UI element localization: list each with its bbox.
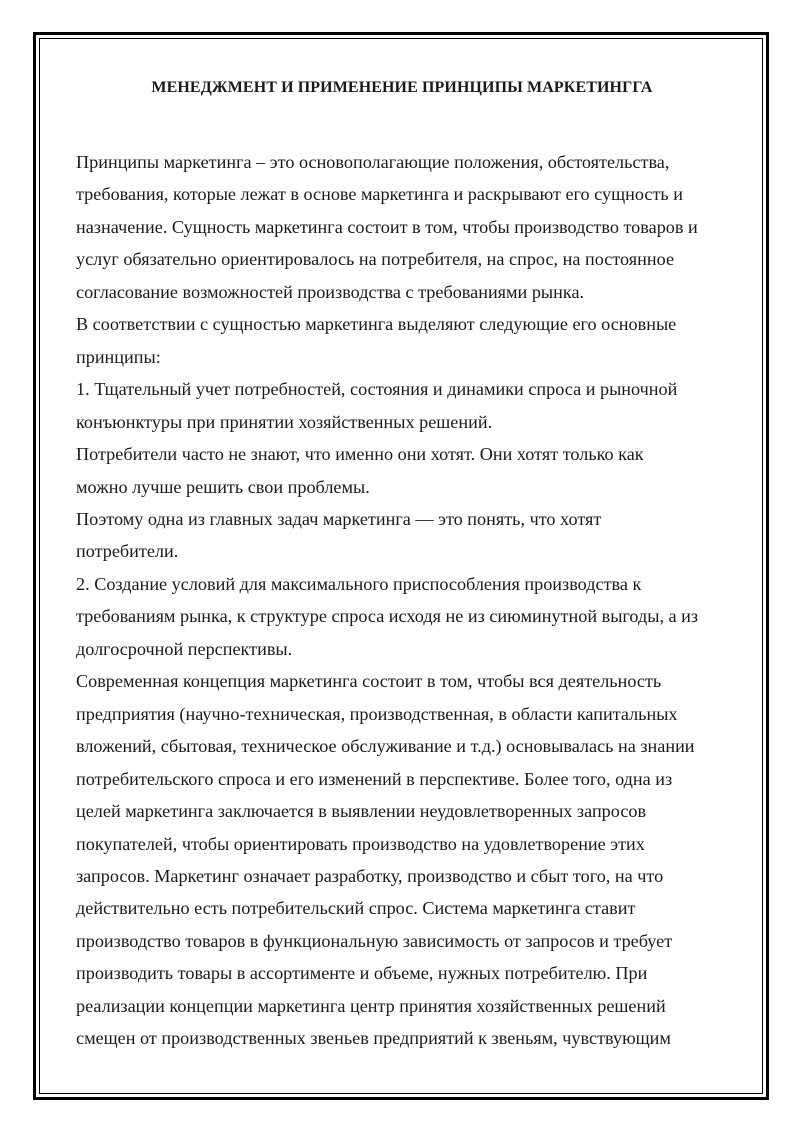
text-line: Современная концепция маркетинга состоит в том, чтобы вся деятельность xyxy=(76,671,662,692)
text-line: назначение. Сущность маркетинга состоит в том, чтобы производство товаров и xyxy=(76,216,698,237)
text-line: потребители. xyxy=(76,541,179,562)
text-line: 1. Тщательный учет потребностей, состояния и динамики спроса и рыночной xyxy=(76,379,678,400)
text-line: 2. Создание условий для максимального приспособления производства к xyxy=(76,573,642,594)
document-title: МЕНЕДЖМЕНТ И ПРИМЕНЕНИЕ ПРИНЦИПЫ МАРКЕТИНГГА xyxy=(151,79,653,96)
text-line: Принципы маркетинга – это основополагающие положения, обстоятельства, xyxy=(76,152,670,172)
text-line: производить товары в ассортименте и объеме, нужных потребителю. При xyxy=(76,963,648,984)
text-line: вложений, сбытовая, техническое обслуживание и т.д.) основывалась на знании xyxy=(76,736,695,757)
text-line: можно лучше решить свои проблемы. xyxy=(76,476,370,497)
text-line: запросов. Маркетинг означает разработку, производство и сбыт того, на что xyxy=(76,865,664,886)
text-line: предприятия (научно-техническая, производственная, в области капитальных xyxy=(76,703,678,724)
text-line: смещен от производственных звеньев предприятий к звеньям, чувствующим xyxy=(76,1028,671,1049)
text-line: требования, которые лежат в основе маркетинга и раскрывают его сущность и xyxy=(76,184,683,205)
text-line: В соответствии с сущностью маркетинга выделяют следующие его основные xyxy=(76,314,677,335)
document-text xyxy=(76,146,728,1055)
text-line: реализации концепции маркетинга центр принятия хозяйственных решений xyxy=(76,995,666,1016)
text-line: целей маркетинга заключается в выявлении неудовлетворенных запросов xyxy=(76,801,647,822)
text-line: Потребители часто не знают, что именно они хотят. Они хотят только как xyxy=(76,444,644,465)
text-line: потребительского спроса и его изменений в перспективе. Более того, одна из xyxy=(76,768,673,789)
text-line: услуг обязательно ориентировалось на потребителя, на спрос, на постоянное xyxy=(76,249,675,270)
text-line: долгосрочной перспективы. xyxy=(76,638,293,659)
text-line: требованиям рынка, к структуре спроса исходя не из сиюминутной выгоды, а из xyxy=(76,606,699,627)
text-line: покупателей, чтобы ориентировать производство на удовлетворение этих xyxy=(76,833,645,854)
text-line: конъюнктуры при принятии хозяйственных решений. xyxy=(76,411,493,432)
text-line: действительно есть потребительский спрос. Система маркетинга ставит xyxy=(76,898,636,919)
text-line: Поэтому одна из главных задач маркетинга — это понять, что хотят xyxy=(76,508,602,529)
text-line: согласование возможностей производства с требованиями рынка. xyxy=(76,281,585,302)
text-line: производство товаров в функциональную зависимость от запросов и требует xyxy=(76,930,673,951)
text-line: принципы: xyxy=(76,346,161,367)
document-body xyxy=(76,72,728,1055)
